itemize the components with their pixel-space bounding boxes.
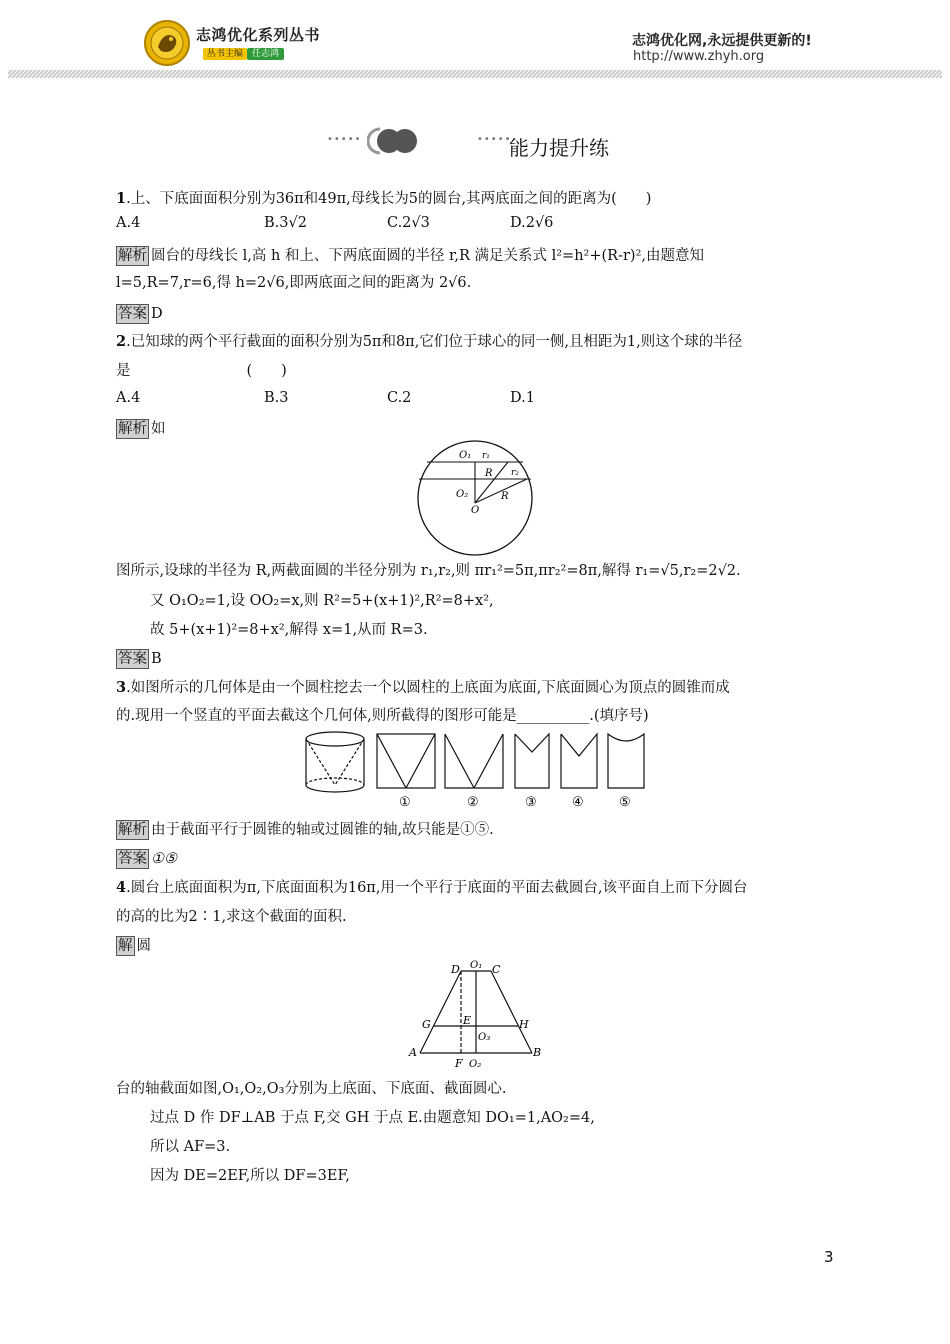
section-dots-left: •••••: [327, 134, 362, 145]
section-shape-1: [377, 734, 435, 788]
q1-option-a: A.4: [116, 215, 141, 231]
q3-analysis-line: [116, 820, 834, 840]
q1-option-b: B.3√2: [264, 215, 307, 231]
q3-stem: [116, 678, 834, 698]
editor-name: 任志鸿: [247, 48, 284, 60]
q4-solution-text-0: 圆: [136, 938, 151, 954]
section-emblem: [367, 127, 419, 155]
section-shape-3: [515, 734, 549, 788]
q2-option-a: A.4: [116, 390, 141, 406]
header-url: http://www.zhyh.org: [633, 49, 765, 64]
q1-option-c: C.2√3: [387, 215, 430, 231]
q1-number: 1: [116, 190, 127, 207]
q2-analysis-tag: 解析: [118, 421, 147, 437]
q2-answer-line: [116, 649, 834, 669]
q2-answer-tag: 答案: [118, 651, 147, 667]
label-f: F: [455, 1057, 463, 1070]
q2-stem-2: 是 ( ): [116, 363, 287, 379]
editor-label: 丛书主编: [203, 48, 247, 60]
q2-analysis-line-0: [116, 419, 834, 439]
section-shape-5: [608, 734, 644, 788]
label-o: O: [471, 505, 480, 516]
right-leg: [491, 971, 532, 1053]
label-o3: O₃: [478, 1032, 491, 1043]
q3-answer: ①⑤: [151, 851, 177, 867]
q1-analysis-line-1: [116, 246, 834, 266]
q4-stem: [116, 878, 834, 898]
label-4: ④: [572, 795, 584, 810]
q1-answer-line: [116, 304, 834, 324]
label-o1: O₁: [459, 450, 472, 461]
label-g: G: [422, 1018, 431, 1031]
q1-analysis-text-1: 圆台的母线长 l,高 h 和上、下两底面圆的半径 r,R 满足关系式 l²=h²+(R-r)²,由题意知: [151, 248, 704, 264]
label-r1: r₁: [482, 451, 490, 461]
q4-solution-tag: 解: [118, 938, 133, 954]
label-1: ①: [399, 795, 411, 810]
label-3: ③: [525, 795, 537, 810]
series-title: 志鸿优化系列丛书: [196, 26, 321, 44]
label-r-upper: R: [485, 468, 493, 479]
q2-text: .已知球的两个平行截面的面积分别为5π和8π,它们位于球心的同一侧,且相距为1,则这个球的半径: [126, 334, 743, 350]
section-title: 能力提升练: [509, 136, 609, 160]
q1-analysis-line-2: l=5,R=7,r=6,得 h=2√6,即两底面之间的距离为 2√6.: [116, 275, 472, 291]
q1-answer-tag: 答案: [118, 306, 147, 322]
series-logo: [143, 20, 191, 66]
label-o2: O₂: [456, 489, 469, 500]
q1-option-d: D.2√6: [510, 215, 554, 231]
label-e: E: [463, 1014, 472, 1027]
label-c: C: [492, 963, 501, 976]
q2-answer: B: [151, 651, 162, 667]
q2-option-c: C.2: [387, 390, 412, 406]
q3-number: 3: [116, 679, 127, 696]
q1-analysis-tag: 解析: [118, 248, 147, 264]
q2-analysis-line-1: 图所示,设球的半径为 R,两截面圆的半径分别为 r₁,r₂,则 πr₁²=5π,πr₂²=8π,解得 r₁=√5,r₂=2√2.: [116, 563, 741, 579]
q4-solution-line-4: 因为 DE=2EF,所以 DF=3EF,: [150, 1168, 350, 1184]
q3-analysis-text: 由于截面平行于圆锥的轴或过圆锥的轴,故只能是①⑤.: [151, 822, 494, 838]
section-shape-4: [561, 734, 597, 788]
header-slogan: 志鸿优化网,永远提供更新的!: [632, 33, 812, 49]
q3-analysis-tag: 解析: [118, 822, 147, 838]
q2-option-b: B.3: [264, 390, 289, 406]
label-h: H: [519, 1018, 529, 1031]
page-number: 3: [824, 1248, 834, 1266]
q3-stem-2: 的.现用一个竖直的平面去截这个几何体,则所截得的图形可能是__________.(填序号): [116, 708, 649, 724]
label-r2: r₂: [511, 468, 519, 478]
q4-stem-2: 的高的比为2∶1,求这个截面的面积.: [116, 909, 347, 925]
q1-answer: D: [151, 306, 163, 322]
q3-answer-tag: 答案: [118, 851, 147, 867]
label-2: ②: [467, 795, 479, 810]
q4-frustum-figure: [405, 956, 545, 1071]
label-o2: O₂: [469, 1059, 482, 1070]
header-divider: [8, 70, 942, 80]
label-d: D: [451, 963, 460, 976]
q3-text: .如图所示的几何体是由一个圆柱挖去一个以圆柱的上底面为底面,下底面圆心为顶点的圆锥而成: [126, 680, 730, 696]
label-o1: O₁: [470, 960, 483, 971]
label-a: A: [409, 1046, 417, 1059]
q3-figure: [303, 730, 648, 812]
q4-solution-line-1: 台的轴截面如图,O₁,O₂,O₃分别为上底面、下底面、截面圆心.: [116, 1081, 507, 1097]
q4-number: 4: [116, 879, 127, 896]
q2-option-d: D.1: [510, 390, 535, 406]
section-shape-2: [445, 734, 503, 788]
left-leg: [420, 971, 461, 1053]
q2-stem: [116, 332, 834, 352]
q2-analysis-text-0: 如: [151, 421, 166, 437]
q4-text: .圆台上底面面积为π,下底面面积为16π,用一个平行于底面的平面去截圆台,该平面自上而下分圆台: [126, 880, 748, 896]
q3-answer-line: [116, 849, 834, 869]
q2-sphere-figure: [410, 438, 540, 558]
q2-analysis-line-3: 故 5+(x+1)²=8+x²,解得 x=1,从而 R=3.: [150, 622, 428, 638]
cylinder-with-cone: [306, 732, 364, 792]
q1-stem: [116, 189, 834, 209]
q4-solution-line-2: 过点 D 作 DF⊥AB 于点 F,交 GH 于点 E.由题意知 DO₁=1,AO₂=4,: [150, 1110, 595, 1126]
label-b: B: [533, 1046, 542, 1059]
label-r-lower: R: [501, 491, 509, 502]
q1-text: .上、下底面面积分别为36π和49π,母线长为5的圆台,其两底面之间的距离为( ): [126, 191, 652, 207]
q2-number: 2: [116, 333, 127, 350]
q2-analysis-line-2: 又 O₁O₂=1,设 OO₂=x,则 R²=5+(x+1)²,R²=8+x²,: [150, 593, 494, 609]
q4-solution-line-0: [116, 936, 834, 956]
label-5: ⑤: [619, 795, 631, 810]
section-dots-right: •••••: [477, 134, 512, 145]
q4-solution-line-3: 所以 AF=3.: [150, 1139, 231, 1155]
